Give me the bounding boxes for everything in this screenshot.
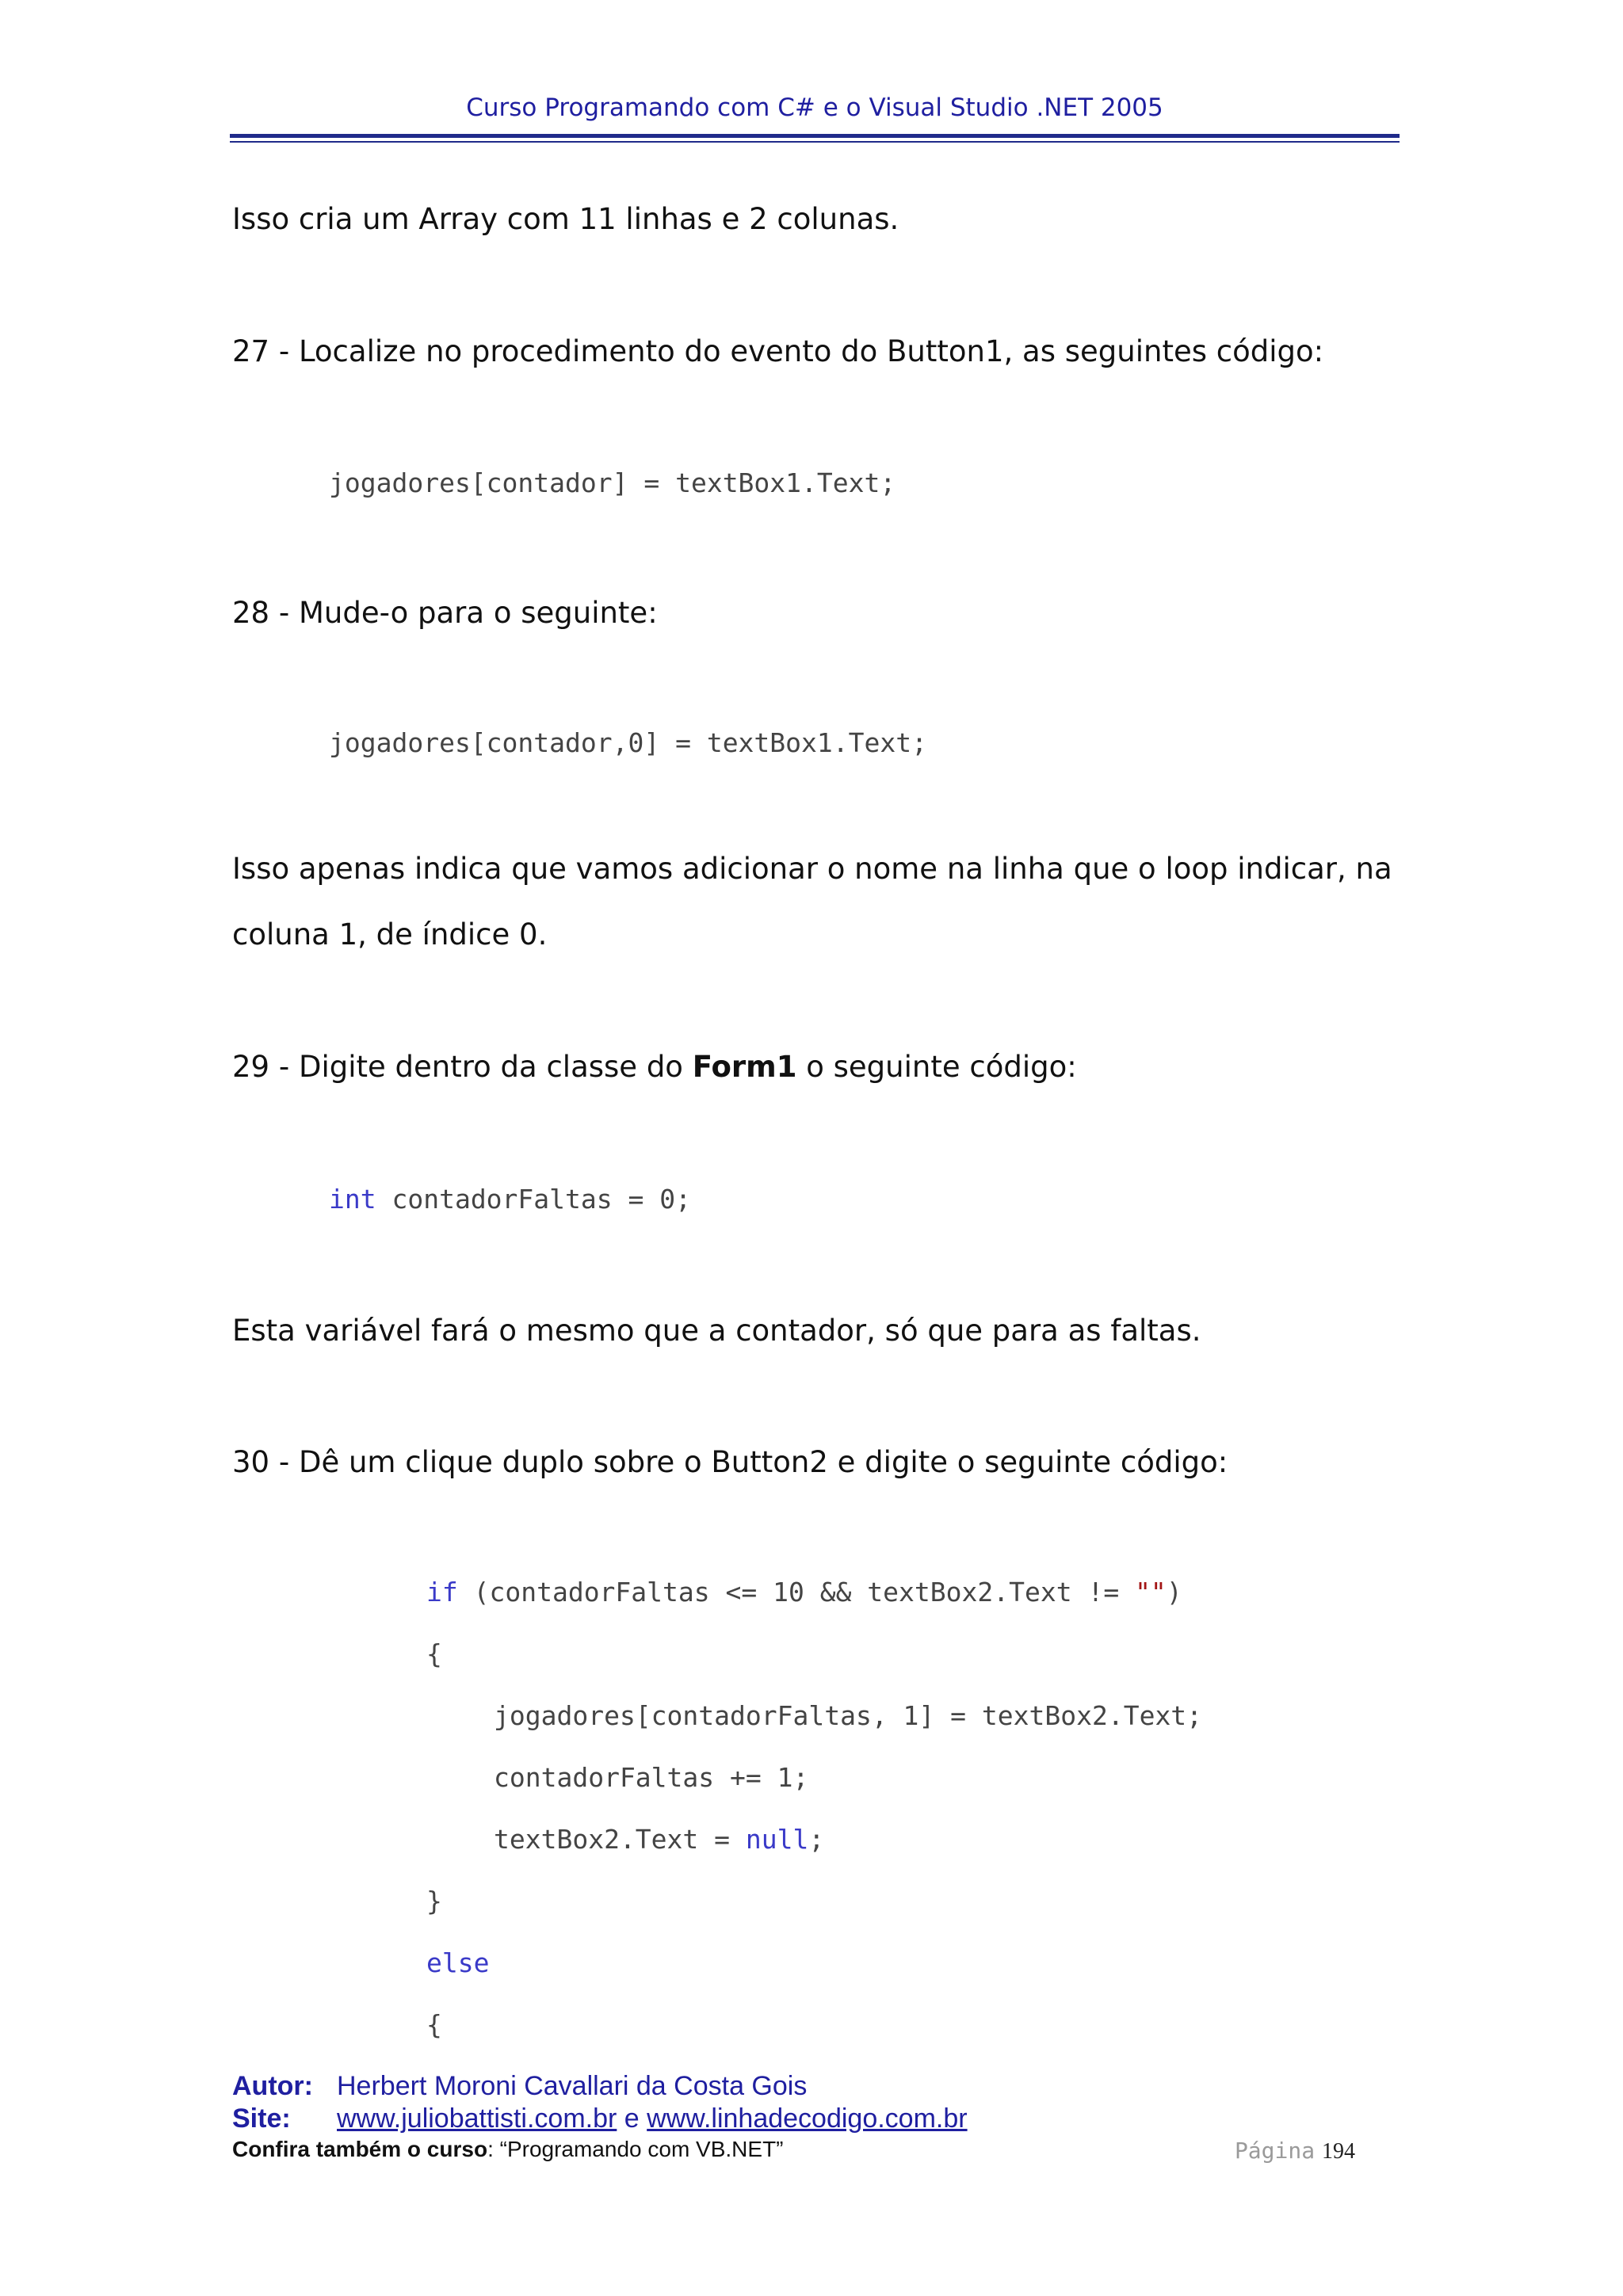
paragraph-array-info: Isso cria um Array com 11 linhas e 2 colunas. <box>232 202 899 236</box>
code-increment-line: contadorFaltas += 1; <box>494 1762 809 1793</box>
page-number <box>1235 2138 1355 2164</box>
code-line-29-rest: contadorFaltas = 0; <box>376 1184 691 1215</box>
keyword-else: else <box>426 1947 490 1978</box>
footer-course-label: Confira também o curso <box>232 2137 488 2161</box>
code-brace-close: } <box>426 1886 442 1917</box>
step-29 <box>232 1050 1077 1084</box>
code-null-prefix: textBox2.Text = <box>494 1824 746 1855</box>
paragraph-variable-info: Esta variável fará o mesmo que a contador, só que para as faltas. <box>232 1314 1201 1348</box>
page-number-value: 194 <box>1322 2139 1355 2164</box>
footer-site-label: Site: <box>232 2103 291 2134</box>
footer-author-label: Autor: <box>232 2071 313 2101</box>
code-empty-string: "" <box>1135 1577 1167 1608</box>
step-27: 27 - Localize no procedimento do evento do Button1, as seguintes código: <box>232 334 1324 368</box>
page-label: Página <box>1234 2138 1316 2164</box>
code-line-27: jogadores[contador] = textBox1.Text; <box>329 467 896 498</box>
code-null-line <box>494 1824 824 1855</box>
step-29-prefix: 29 - Digite dentro da classe do <box>232 1050 693 1084</box>
link-juliobattisti[interactable]: www.juliobattisti.com.br <box>337 2103 617 2134</box>
code-if-line <box>426 1577 1182 1608</box>
step-29-form-name: Form1 <box>692 1050 797 1084</box>
step-28: 28 - Mude-o para o seguinte: <box>232 596 658 630</box>
paragraph-explanation-line1: Isso apenas indica que vamos adicionar o nome na linha que o loop indicar, na <box>232 852 1392 886</box>
header-divider-thin <box>230 141 1400 143</box>
code-if-close: ) <box>1166 1577 1182 1608</box>
keyword-if: if <box>426 1577 458 1608</box>
code-assign-line: jogadores[contadorFaltas, 1] = textBox2.Text; <box>494 1700 1203 1731</box>
footer-author-name: Herbert Moroni Cavallari da Costa Gois <box>337 2071 808 2101</box>
step-29-suffix: o seguinte código: <box>796 1050 1077 1084</box>
footer-course-note <box>232 2137 784 2162</box>
link-linhadecodigo[interactable]: www.linhadecodigo.com.br <box>647 2103 968 2134</box>
keyword-null: null <box>745 1824 809 1855</box>
footer-site-links <box>337 2103 968 2134</box>
code-brace-open-2: { <box>426 2009 442 2040</box>
code-line-29 <box>329 1184 691 1215</box>
code-brace-open: { <box>426 1638 442 1669</box>
keyword-int: int <box>329 1184 376 1215</box>
header-divider <box>230 134 1400 138</box>
code-null-suffix: ; <box>808 1824 825 1855</box>
code-line-28: jogadores[contador,0] = textBox1.Text; <box>329 727 927 758</box>
step-30: 30 - Dê um clique duplo sobre o Button2 e digite o seguinte código: <box>232 1445 1228 1479</box>
page-header-title: Curso Programando com C# e o Visual Studio .NET 2005 <box>466 93 1163 122</box>
code-if-condition: (contadorFaltas <= 10 && textBox2.Text != <box>457 1577 1136 1608</box>
footer-course-title: : “Programando com VB.NET” <box>487 2137 784 2161</box>
footer-site-separator: e <box>617 2103 647 2134</box>
paragraph-explanation-line2: coluna 1, de índice 0. <box>232 917 548 952</box>
